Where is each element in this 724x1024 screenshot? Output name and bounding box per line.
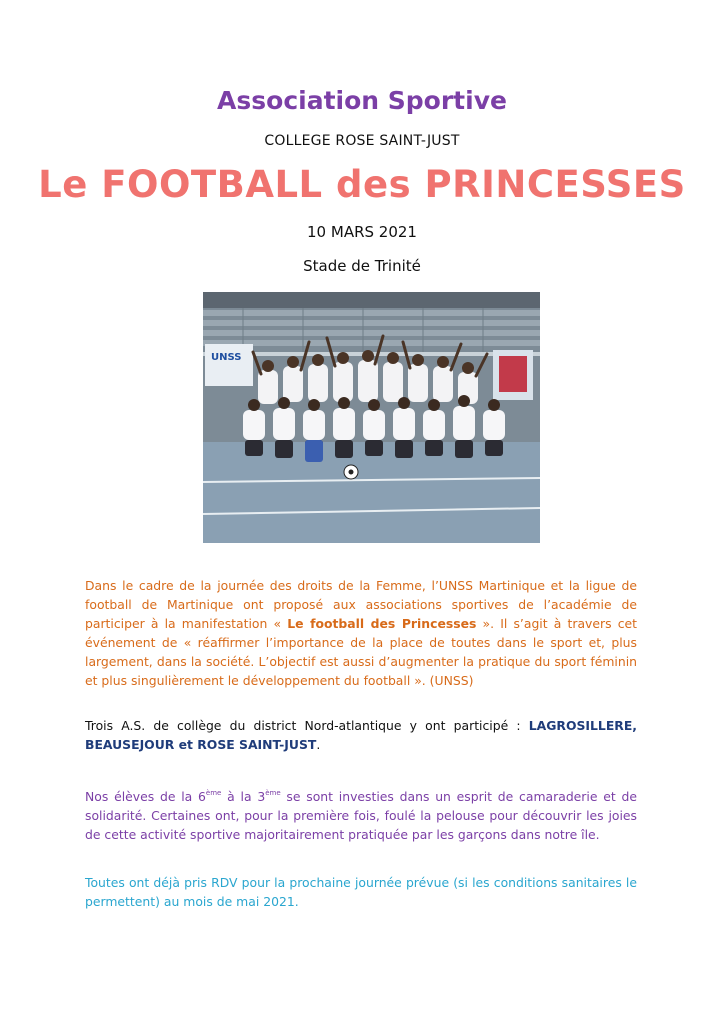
- team-photo-illustration: [203, 292, 540, 543]
- page-title: Le FOOTBALL des PRINCESSES: [38, 163, 686, 206]
- event-name-bold: Le football des Princesses: [287, 616, 477, 631]
- paragraph-event-description: Dans le cadre de la journée des droits de la Femme, l’UNSS Martinique et la ligue de football de Martinique ont proposé aux associations sportives de l’académie de participer à la manifestation « Le football des Princesses ». Il s’agit à travers cet événement de « réaffirmer l’importance de la place de toutes dans le sport et, plus largement, dans la société. L’objectif est aussi d’augmenter la pratique du sport féminin et plus singulièrement le développement du football ». (UNSS): [85, 578, 638, 688]
- college-name: COLLEGE ROSE SAINT-JUST: [264, 133, 460, 149]
- event-place: Stade de Trinité: [303, 257, 421, 275]
- paragraph-students: Nos élèves de la 6ème à la 3ème se sont investies dans un esprit de camaraderie et de solidarité. Certaines ont, pour la première fois, foulé la pelouse pour découvrir les joies de cette activité sportive majoritairement pratiquée par les garçons dans notre île.: [85, 789, 637, 842]
- paragraph-participants: Trois A.S. de collège du district Nord-atlantique y ont participé : LAGROSILLERE, BEAUSEJOUR et ROSE SAINT-JUST.: [85, 718, 637, 752]
- association-heading: Association Sportive: [217, 86, 507, 115]
- team-photo: [203, 292, 540, 543]
- paragraph-next-event: Toutes ont déjà pris RDV pour la prochaine journée prévue (si les conditions sanitaires le permettent) au mois de mai 2021.: [85, 875, 637, 909]
- banner-text: UNSS: [211, 352, 242, 363]
- schools-list: LAGROSILLERE, BEAUSEJOUR et ROSE SAINT-JUST: [85, 718, 637, 752]
- event-date: 10 MARS 2021: [307, 223, 417, 241]
